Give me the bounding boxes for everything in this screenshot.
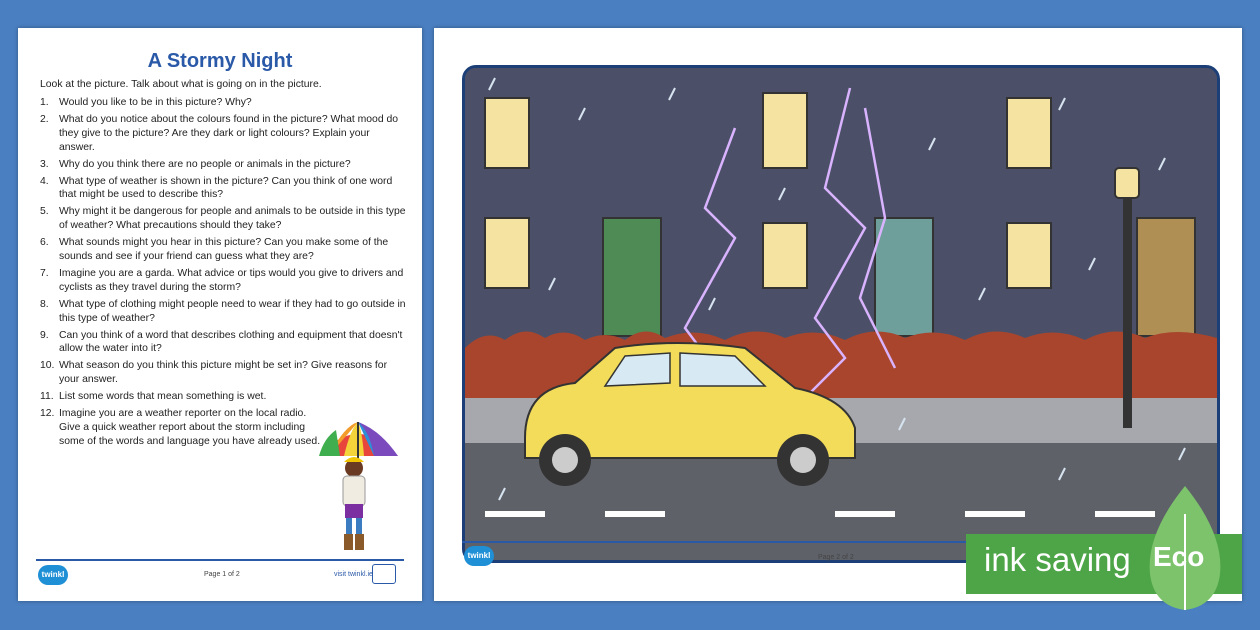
ink-saving-label: ink saving	[984, 541, 1131, 578]
intro-text: Look at the picture. Talk about what is going on in the picture.	[40, 79, 322, 90]
list-item: 6. What sounds might you hear in this picture? Can you make some of the sounds and see if your friend can guess what they are?	[40, 237, 389, 262]
list-item: 8. What type of clothing might people need to wear if they had to go outside in this type of weather?	[40, 298, 406, 324]
partner-badge	[372, 564, 396, 584]
list-item: 3. Why do you think there are no people or animals in the picture?	[40, 158, 351, 170]
twinkl-logo: twinkl	[38, 565, 68, 585]
stormy-street-picture	[462, 65, 1220, 563]
worksheet-page-1	[18, 28, 422, 601]
list-item: 12. Imagine you are a weather reporter on the local radio. Give a quick weather report about the storm including some of the words and language you have already used.	[40, 408, 321, 447]
list-item: 2. What do you notice about the colours found in the picture? What mood do they give to the picture? Are they dark or light colours? Explain your answer.	[40, 114, 399, 153]
list-item: 11. List some words that mean something is wet.	[40, 391, 267, 403]
eco-label: Eco	[1153, 541, 1205, 572]
stormy-street-scene	[465, 68, 1217, 560]
question-list	[40, 96, 408, 452]
list-item: 1. Would you like to be in this picture? Why?	[40, 97, 252, 108]
page-title: A Stormy Night	[147, 50, 293, 72]
girl-umbrella-illustration	[314, 416, 404, 554]
page-number: Page 2 of 2	[818, 554, 854, 561]
twinkl-logo: twinkl	[464, 546, 494, 566]
list-item: 7. Imagine you are a garda. What advice or tips would you give to drivers and cyclists as they travel during the storm?	[40, 268, 404, 293]
worksheet-page-2	[434, 28, 1242, 601]
site-link[interactable]: visit twinkl.ie	[334, 571, 373, 578]
list-item: 9. Can you think of a word that describes clothing and equipment that doesn't allow the water into it?	[40, 329, 403, 355]
list-item: 5. Why might it be dangerous for people and animals to be outside in this type of weather? What precautions should they take?	[40, 206, 406, 232]
footer-divider	[36, 559, 404, 561]
list-item: 10. What season do you think this picture might be set in? Give reasons for your answer.	[40, 360, 388, 386]
page-number: Page 1 of 2	[204, 571, 240, 578]
list-item: 4. What type of weather is shown in the picture? Can you think of one word that might be used to describe this?	[40, 175, 393, 201]
